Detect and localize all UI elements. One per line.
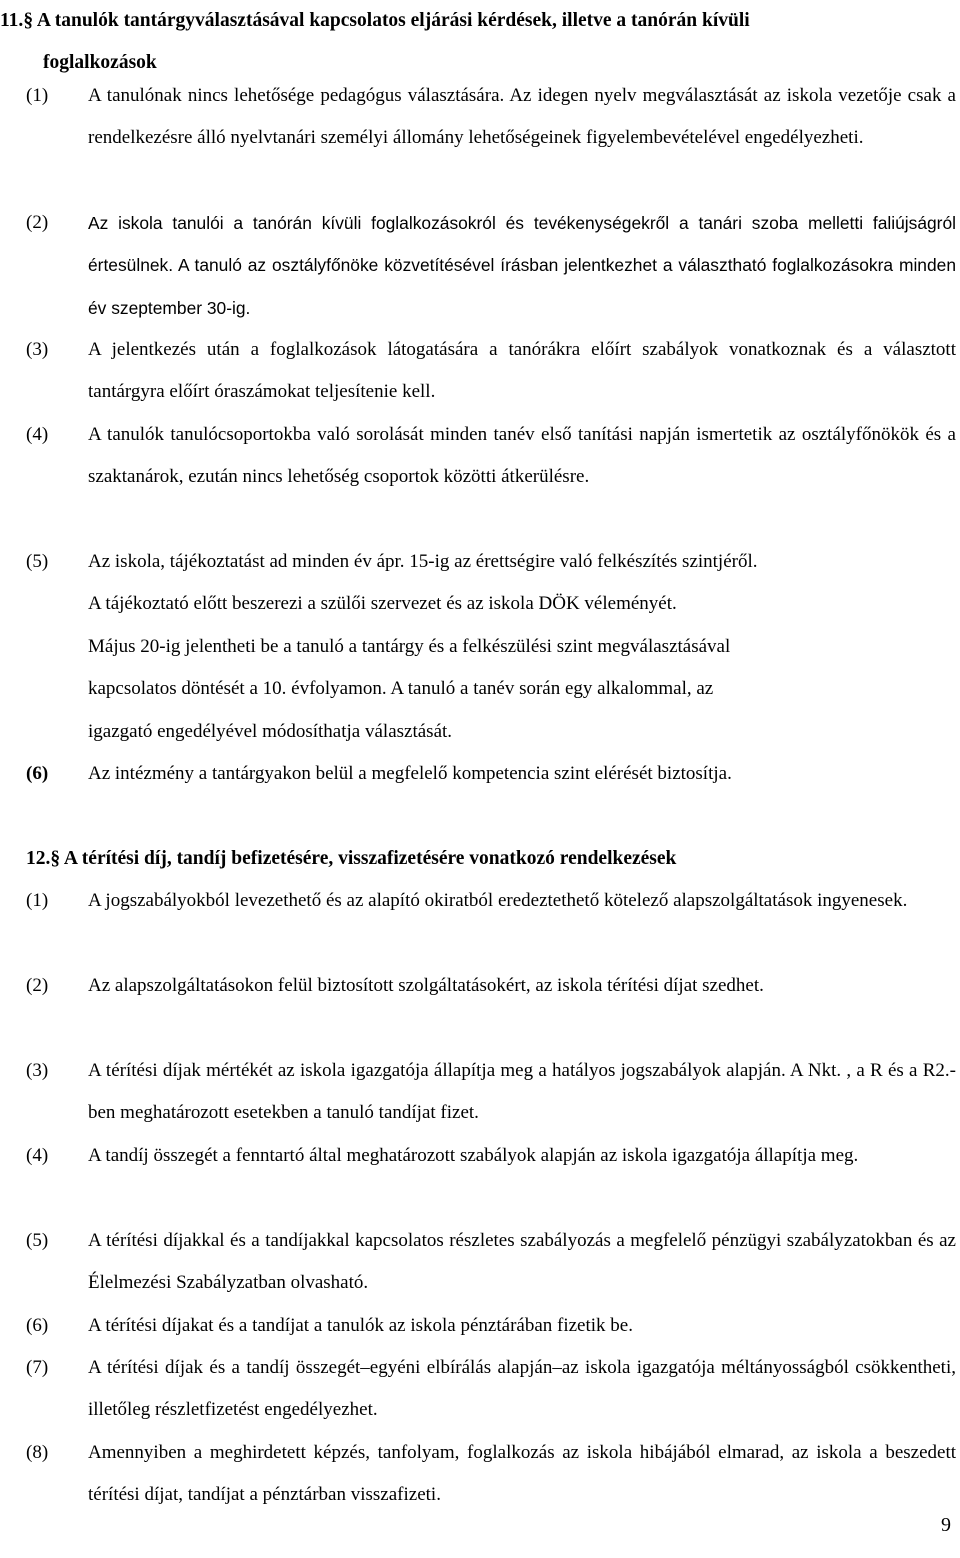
item-label: (4) bbox=[26, 1145, 49, 1166]
item-label: (2) bbox=[26, 212, 49, 233]
section-11-item-2 bbox=[0, 202, 956, 329]
section-11-number: 11. bbox=[0, 10, 24, 31]
section-12-item-5 bbox=[0, 1220, 956, 1305]
section-12-item-4 bbox=[0, 1135, 956, 1177]
item-line: kapcsolatos döntését a 10. évfolyamon. A tanuló a tanév során egy alkalommal, az bbox=[88, 678, 714, 700]
section-12-heading bbox=[26, 838, 676, 880]
section-11-title-line1: A tanulók tantárgyválasztásával kapcsolatos eljárási kérdések, illetve a tanórán kívüli bbox=[33, 10, 750, 31]
item-text: A tanulók tanulócsoportokba való sorolását minden tanév első tanítási napján ismertetik az osztályfőnökök és a szaktanárok, ezután nincs lehetőség csoportok közötti átkerülésre. bbox=[88, 424, 956, 488]
item-text: A tanulónak nincs lehetősége pedagógus választására. Az idegen nyelv megválasztását az iskola vezetője csak a rendelkezésre álló nyelvtanári személyi állomány lehetőségeinek figyelembevételével engedélyezheti. bbox=[88, 85, 956, 149]
section-11-title-line2: foglalkozások bbox=[43, 52, 157, 73]
item-label: (1) bbox=[26, 890, 49, 911]
section-11-item-1 bbox=[0, 75, 956, 160]
section-12-item-3 bbox=[0, 1050, 956, 1135]
section-sign: § bbox=[50, 848, 61, 869]
item-label: (6) bbox=[26, 763, 49, 784]
item-line: igazgató engedélyével módosíthatja választását. bbox=[88, 720, 453, 742]
section-12-item-6 bbox=[0, 1305, 956, 1347]
section-11-heading bbox=[0, 0, 750, 84]
section-11-item-3 bbox=[0, 329, 956, 414]
item-text: Az alapszolgáltatásokon felül biztosított szolgáltatásokért, az iskola térítési díjat szedhet. bbox=[88, 975, 764, 996]
item-text: Az iskola tanulói a tanórán kívüli foglalkozásokról és tevékenységekről a tanári szoba melletti faliújságról értesülnek. A tanuló az osztályfőnöke közvetítésével írásban jelentkezhet a választható foglalkozásokra minden év szeptember 30-ig. bbox=[88, 213, 956, 318]
item-line: Az iskola, tájékoztatást ad minden év ápr. 15-ig az érettségire való felkészítés szintjéről. bbox=[88, 551, 758, 572]
section-12-title: A térítési díj, tandíj befizetésére, visszafizetésére vonatkozó rendelkezések bbox=[60, 848, 677, 869]
item-text: Az intézmény a tantárgyakon belül a megfelelő kompetencia szint elérését biztosítja. bbox=[88, 763, 732, 784]
section-11-item-6 bbox=[0, 753, 956, 795]
item-text bbox=[88, 541, 956, 753]
item-text: A térítési díjak és a tandíj összegét–egyéni elbírálás alapján–az iskola igazgatója méltányosságból csökkentheti, illetőleg részletfizetést engedélyezhet. bbox=[88, 1357, 956, 1421]
item-label: (5) bbox=[26, 551, 49, 572]
item-label: (2) bbox=[26, 975, 49, 996]
page-number: 9 bbox=[941, 1514, 951, 1536]
item-label: (7) bbox=[26, 1357, 49, 1378]
item-line: A tájékoztató előtt beszerezi a szülői szervezet és az iskola DÖK véleményét. bbox=[88, 593, 677, 615]
item-label: (8) bbox=[26, 1442, 49, 1463]
item-label: (6) bbox=[26, 1315, 49, 1336]
item-text: A térítési díjakat és a tandíjat a tanulók az iskola pénztárában fizetik be. bbox=[88, 1315, 633, 1336]
section-11-item-4 bbox=[0, 414, 956, 499]
item-label: (3) bbox=[26, 1060, 49, 1081]
section-12-item-8 bbox=[0, 1432, 956, 1517]
item-label: (1) bbox=[26, 85, 49, 106]
item-text: Amennyiben a meghirdetett képzés, tanfolyam, foglalkozás az iskola hibájából elmarad, az iskola a beszedett térítési díjat, tandíjat a pénztárban visszafizeti. bbox=[88, 1442, 956, 1506]
section-sign: § bbox=[23, 10, 34, 31]
section-12-item-7 bbox=[0, 1347, 956, 1432]
item-text: A jelentkezés után a foglalkozások látogatására a tanórákra előírt szabályok vonatkoznak és a választott tantárgyra előírt óraszámokat teljesítenie kell. bbox=[88, 339, 956, 403]
item-text: A térítési díjak mértékét az iskola igazgatója állapítja meg a hatályos jogszabályok alapján. A Nkt. , a R és a R2.-ben meghatározott esetekben a tanuló tandíjat fizet. bbox=[88, 1060, 956, 1124]
section-12-number: 12. bbox=[26, 848, 51, 869]
item-label: (3) bbox=[26, 339, 49, 360]
section-12-item-1 bbox=[0, 880, 956, 922]
section-12-item-2 bbox=[0, 965, 956, 1007]
item-text: A jogszabályokból levezethető és az alapító okiratból eredeztethető kötelező alapszolgáltatások ingyenesek. bbox=[88, 890, 908, 911]
item-text: A térítési díjakkal és a tandíjakkal kapcsolatos részletes szabályozás a megfelelő pénzügyi szabályzatokban és az Élelmezési Szabályzatban olvasható. bbox=[88, 1230, 956, 1294]
item-label: (5) bbox=[26, 1230, 49, 1251]
item-line: Május 20-ig jelentheti be a tanuló a tantárgy és a felkészülési szint megválasztásával bbox=[88, 635, 731, 657]
item-label: (4) bbox=[26, 424, 49, 445]
section-11-item-5 bbox=[0, 541, 956, 753]
item-text: A tandíj összegét a fenntartó által meghatározott szabályok alapján az iskola igazgatója állapítja meg. bbox=[88, 1145, 859, 1166]
